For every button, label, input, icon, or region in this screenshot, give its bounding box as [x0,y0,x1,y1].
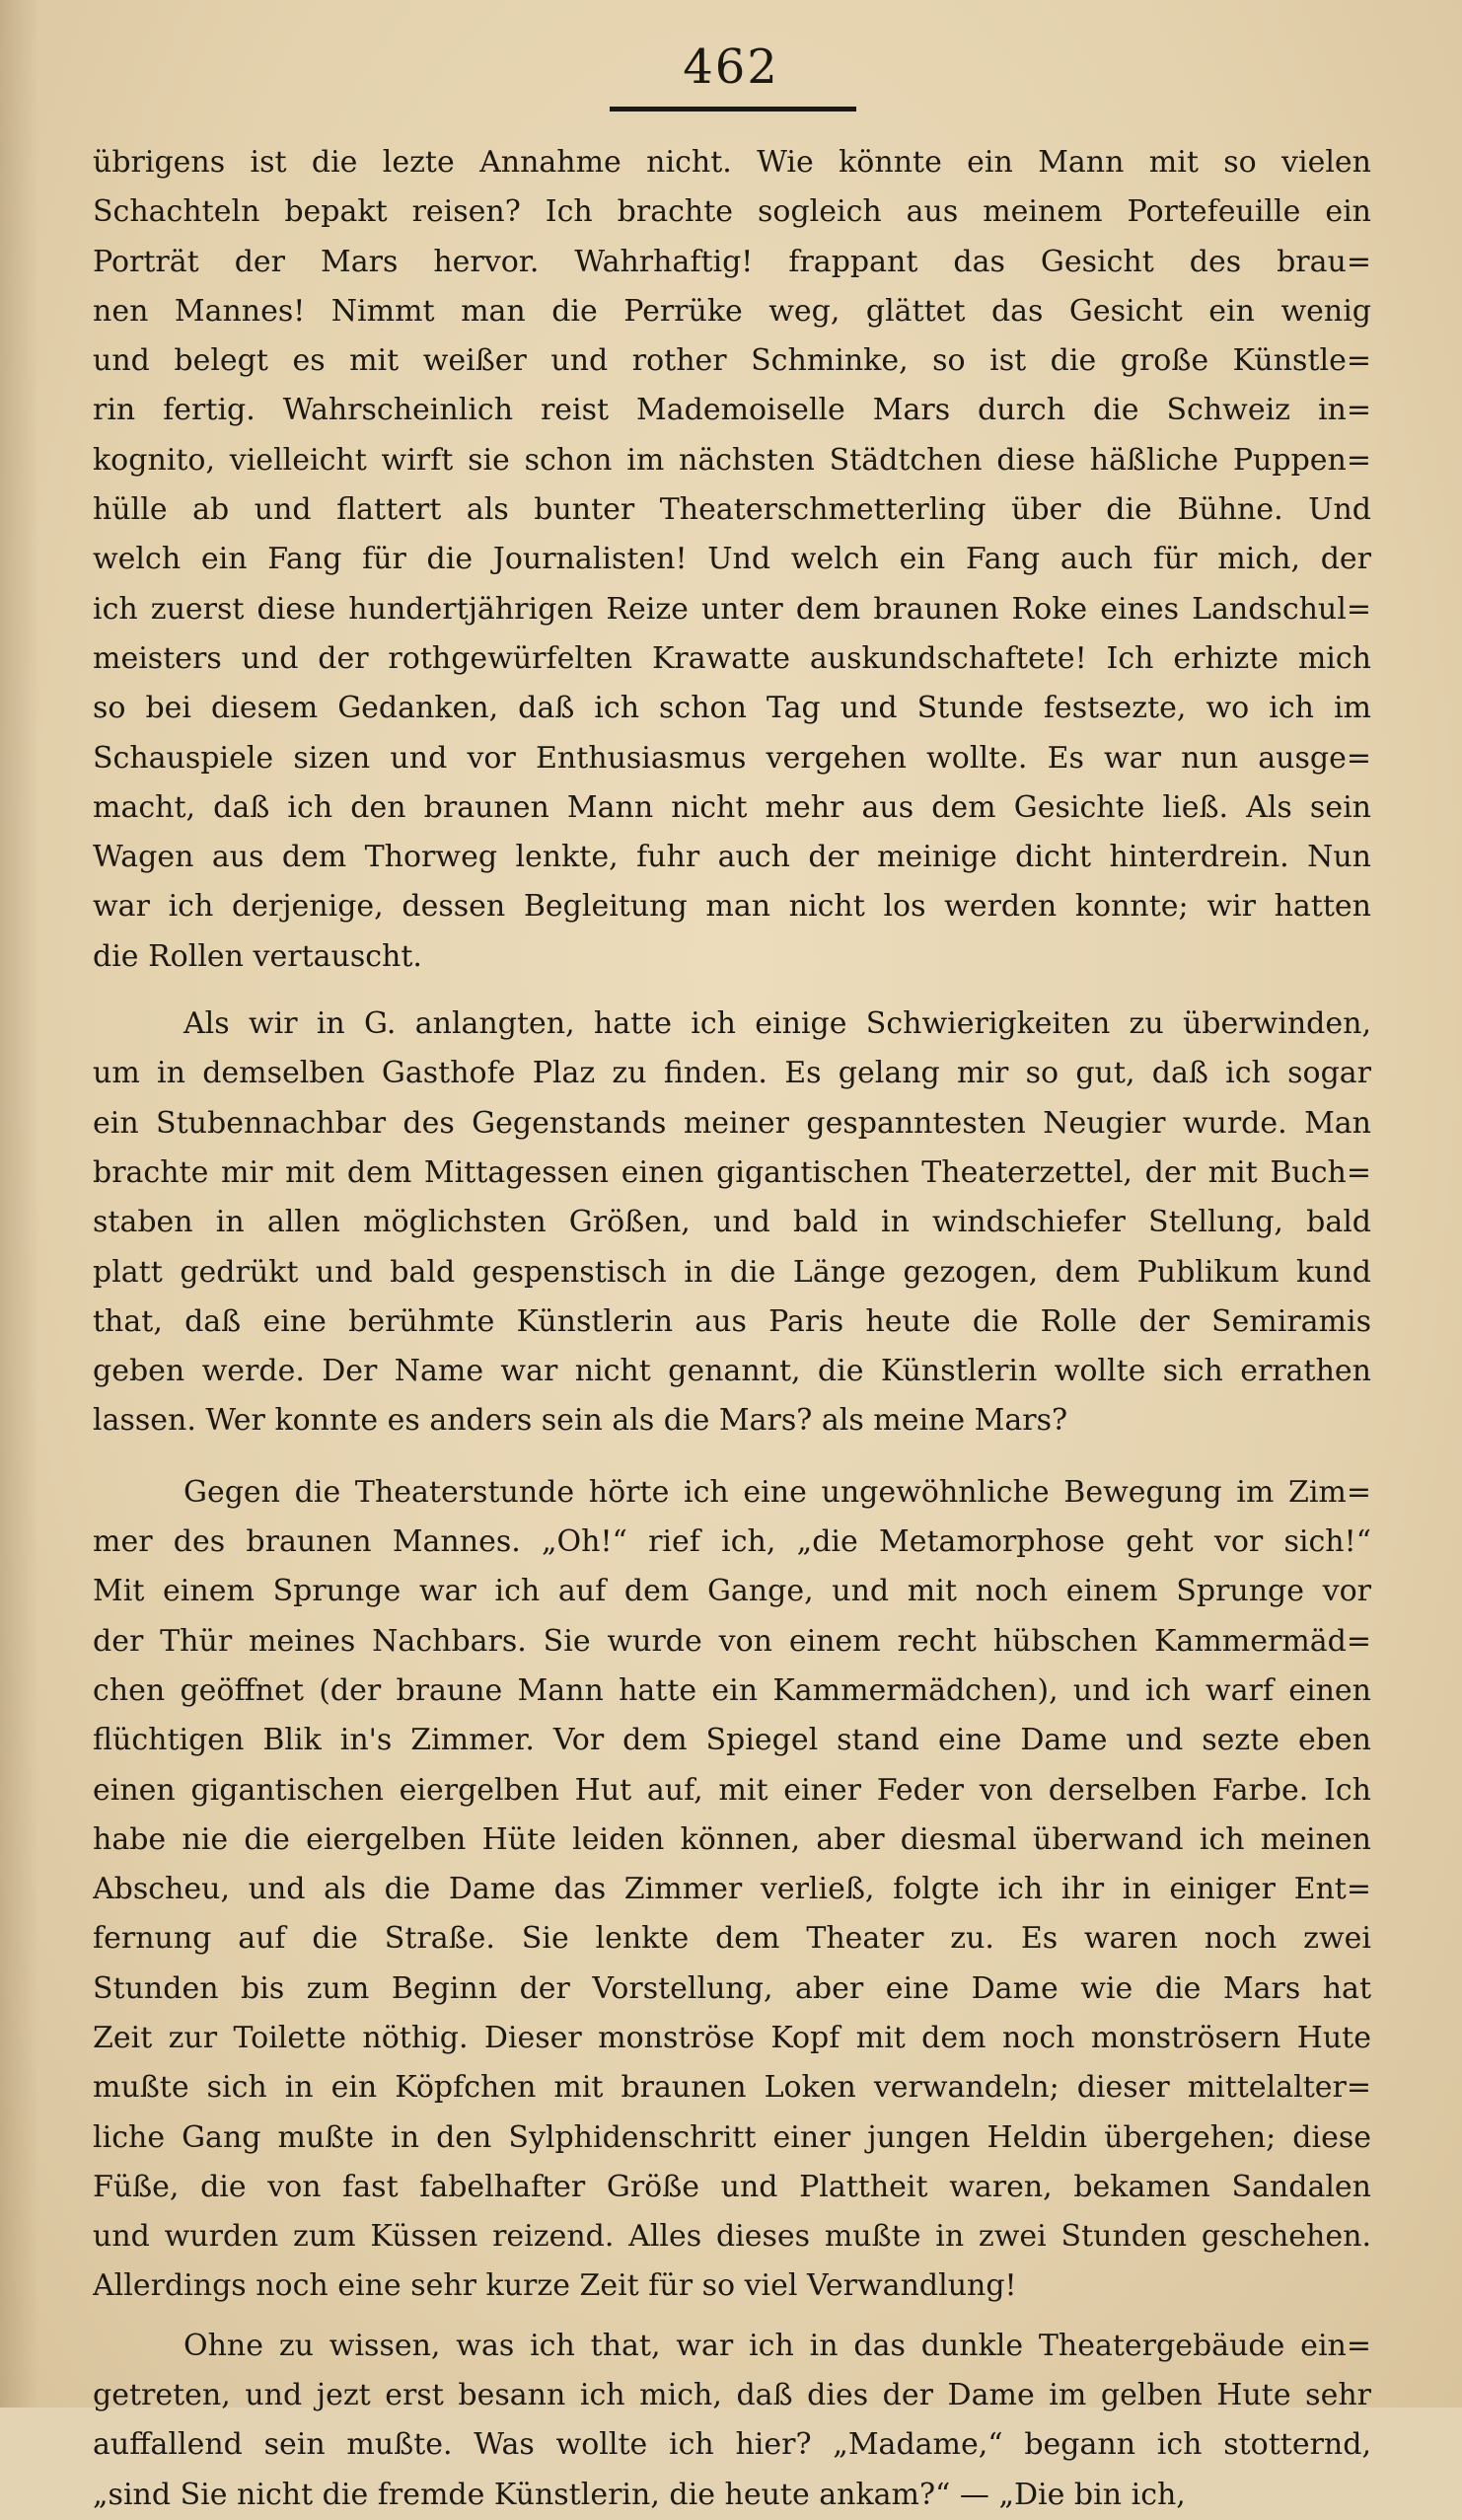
paragraph-4 [93,2322,1371,2520]
text-line: Gegen die Theaterstunde hörte ich eine ungewöhnliche Bewegung im Zim= [183,1474,1371,1510]
text-line: Schauspiele sizen und vor Enthusiasmus vergehen wollte. Es war nun ausge= [93,740,1371,776]
text-line: Mit einem Sprunge war ich auf dem Gange, und mit noch einem Sprunge vor [93,1574,1371,1609]
body-text [93,138,1371,2520]
text-line: fernung auf die Straße. Sie lenkte dem Theater zu. Es waren noch zwei [93,1921,1371,1957]
text-line: meisters und der rothgewürfelten Krawatte auskundschaftete! Ich erhizte mich [93,640,1371,676]
text-line: rin fertig. Wahrscheinlich reist Mademoiselle Mars durch die Schweiz in= [93,393,1371,428]
text-line: „sind Sie nicht die fremde Künstlerin, die heute ankam?“ — „Die bin ich, [93,2477,1186,2512]
text-line: staben in allen möglichsten Größen, und bald in windschiefer Stellung, bald [93,1205,1371,1240]
text-line: Porträt der Mars hervor. Wahrhaftig! frappant das Gesicht des brau= [93,244,1371,279]
text-line: macht, daß ich den braunen Mann nicht mehr aus dem Gesichte ließ. Als sein [93,789,1371,825]
text-line: ein Stubennachbar des Gegenstands meiner gespanntesten Neugier wurde. Man [93,1105,1371,1141]
text-line: Schachteln bepakt reisen? Ich brachte sogleich aus meinem Portefeuille ein [93,194,1371,230]
text-line: that, daß eine berühmte Künstlerin aus Paris heute die Rolle der Semiramis [93,1303,1371,1339]
text-line: ich zuerst diese hundertjährigen Reize unter dem braunen Roke eines Landschul= [93,591,1371,627]
text-line: übrigens ist die lezte Annahme nicht. Wie könnte ein Mann mit so vielen [93,145,1371,180]
text-line: getreten, und jezt erst besann ich mich, daß dies der Dame im gelben Hute sehr [93,2378,1371,2413]
text-line: welch ein Fang für die Journalisten! Und welch ein Fang auch für mich, der [93,542,1371,577]
page-edge-shadow [0,0,39,2408]
text-line: Als wir in G. anlangten, hatte ich einige Schwierigkeiten zu überwinden, [183,1006,1371,1042]
text-line: der Thür meines Nachbars. Sie wurde von einem recht hübschen Kammermäd= [93,1623,1371,1659]
text-line: und belegt es mit weißer und rother Schminke, so ist die große Künstle= [93,343,1371,379]
text-line: einen gigantischen eiergelben Hut auf, mit einer Feder von derselben Farbe. Ich [93,1772,1371,1808]
text-line: hülle ab und flattert als bunter Theaterschmetterling über die Bühne. Und [93,492,1371,528]
text-line: Stunden bis zum Beginn der Vorstellung, aber eine Dame wie die Mars hat [93,1970,1371,2006]
text-line: chen geöffnet (der braune Mann hatte ein Kammermädchen), und ich warf einen [93,1672,1371,1708]
paragraph-3 [93,1468,1371,2312]
text-line: so bei diesem Gedanken, daß ich schon Tag und Stunde festsezte, wo ich im [93,691,1371,726]
text-line: Wagen aus dem Thorweg lenkte, fuhr auch der meinige dicht hinterdrein. Nun [93,840,1371,875]
text-line: war ich derjenige, dessen Begleitung man nicht los werden konnte; wir hatten [93,889,1371,925]
text-line: und wurden zum Küssen reizend. Alles dieses mußte in zwei Stunden geschehen. [93,2219,1371,2255]
text-line: Zeit zur Toilette nöthig. Dieser monströse Kopf mit dem noch monströsern Hute [93,2020,1371,2055]
header-rule [610,107,856,111]
text-line: habe nie die eiergelben Hüte leiden können, aber diesmal überwand ich meinen [93,1821,1371,1857]
paragraph-2 [93,1000,1371,1446]
text-line: Füße, die von fast fabelhafter Größe und Plattheit waren, bekamen Sandalen [93,2169,1371,2204]
text-line: kognito, vielleicht wirft sie schon im nächsten Städtchen diese häßliche Puppen= [93,442,1371,478]
text-line: geben werde. Der Name war nicht genannt, die Künstlerin wollte sich errathen [93,1354,1371,1389]
text-line: Abscheu, und als die Dame das Zimmer verließ, folgte ich ihr in einiger Ent= [93,1872,1371,1907]
text-line: flüchtigen Blik in's Zimmer. Vor dem Spiegel stand eine Dame und sezte eben [93,1723,1371,1758]
text-line: mußte sich in ein Köpfchen mit braunen Loken verwandeln; dieser mittelalter= [93,2070,1371,2106]
paragraph-1 [93,138,1371,982]
text-line: platt gedrükt und bald gespenstisch in die Länge gezogen, dem Publikum kund [93,1254,1371,1290]
text-line: nen Mannes! Nimmt man die Perrüke weg, glättet das Gesicht ein wenig [93,293,1371,329]
text-line: lassen. Wer konnte es anders sein als die Mars? als meine Mars? [93,1403,1068,1439]
text-line: auffallend sein mußte. Was wollte ich hier? „Madame,“ begann ich stotternd, [93,2427,1371,2463]
text-line: um in demselben Gasthofe Plaz zu finden. Es gelang mir so gut, daß ich sogar [93,1056,1371,1091]
text-line: brachte mir mit dem Mittagessen einen gigantischen Theaterzettel, der mit Buch= [93,1154,1371,1190]
text-line: mer des braunen Mannes. „Oh!“ rief ich, „die Metamorphose geht vor sich!“ [93,1524,1371,1560]
text-line: Ohne zu wissen, was ich that, war ich in das dunkle Theatergebäude ein= [183,2328,1371,2363]
text-line: die Rollen vertauscht. [93,938,422,974]
page-number: 462 [683,39,779,95]
text-line: liche Gang mußte in den Sylphidenschritt einer jungen Heldin übergehen; diese [93,2119,1371,2155]
text-line: Allerdings noch eine sehr kurze Zeit für so viel Verwandlung! [93,2268,1017,2304]
